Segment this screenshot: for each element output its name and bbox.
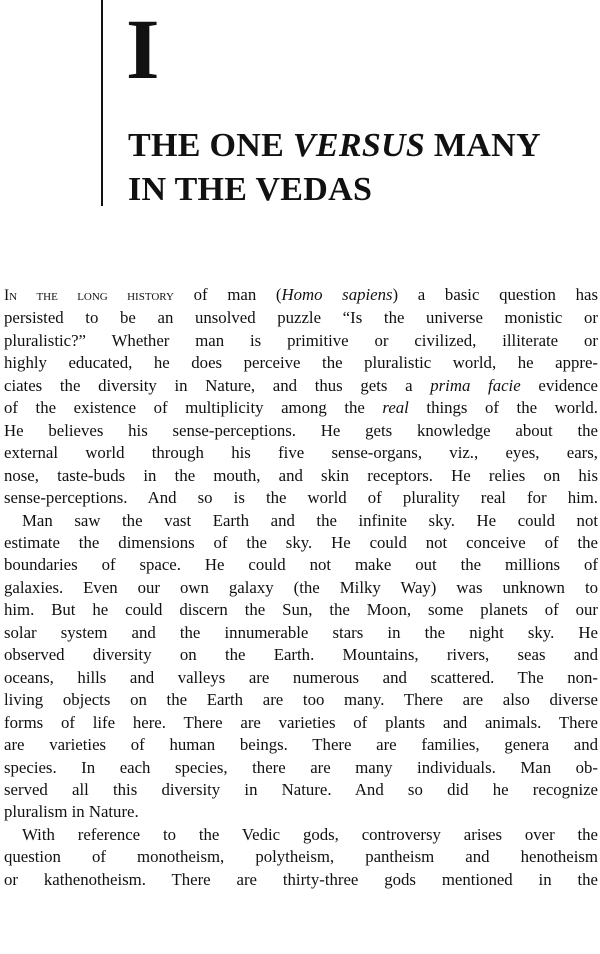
text-line: living objects on the Earth are too many. There are also diverse (4, 690, 598, 710)
text-line: observed diversity on the Earth. Mountains, rivers, seas and (4, 645, 598, 665)
text-line: species. In each species, there are many individuals. Man ob- (4, 757, 598, 777)
text-line: With reference to the Vedic gods, controversy arises over the (22, 824, 598, 844)
body-text (4, 284, 598, 891)
text-line: oceans, hills and valleys are numerous and scattered. The non- (4, 667, 598, 687)
text-line: galaxies. Even our own galaxy (the Milky Way) was unknown to (4, 577, 598, 597)
text-line: question of monotheism, polytheism, pantheism and henotheism (4, 847, 598, 867)
text-line: external world through his five sense-organs, viz., eyes, ears, (4, 443, 598, 463)
text-line: persisted to be an unsolved puzzle “Is the universe monistic or (4, 308, 598, 328)
chapter-title-italic-word: VERSUS (292, 127, 426, 164)
chapter-title-line-2: IN THE VEDAS (128, 171, 373, 208)
chapter-divider-rule (101, 0, 103, 206)
text-line: served all this diversity in Nature. And so did he recognize (4, 779, 598, 799)
text-line: boundaries of space. He could not make out the millions of (4, 555, 598, 575)
text-line: He believes his sense-perceptions. He gets knowledge about the (4, 420, 598, 440)
paragraph-3 (4, 824, 598, 891)
text-line: pluralistic?” Whether man is primitive or civilized, illiterate or (4, 330, 598, 350)
chapter-title (128, 124, 541, 212)
text-line: nose, taste-buds in the mouth, and skin receptors. He relies on his (4, 465, 598, 485)
text-line: pluralism in Nature. (4, 802, 139, 822)
paragraph-1 (4, 284, 598, 510)
text-line: him. But he could discern the Sun, the Moon, some planets of our (4, 600, 598, 620)
text-line: ciates the diversity in Nature, and thus gets a prima facie evidence (4, 375, 598, 395)
text-line: are varieties of human beings. There are families, genera and (4, 735, 598, 755)
text-line: or kathenotheism. There are thirty-three gods mentioned in the (4, 869, 598, 889)
text-line: highly educated, he does perceive the pluralistic world, he appre- (4, 353, 598, 373)
chapter-number: I (126, 1, 160, 97)
chapter-title-line-1: THE ONE VERSUS MANY (128, 127, 541, 164)
text-line: sense-perceptions. And so is the world of plurality real for him. (4, 488, 598, 508)
text-line: estimate the dimensions of the sky. He could not conceive of the (4, 532, 598, 552)
text-line: In the long history of man (Homo sapiens) a basic question has (4, 285, 598, 304)
text-line: forms of life here. There are varieties of plants and animals. There (4, 712, 598, 732)
text-line: solar system and the innumerable stars in the night sky. He (4, 622, 598, 642)
text-line: of the existence of multiplicity among the real things of the world. (4, 398, 598, 418)
text-line: Man saw the vast Earth and the infinite sky. He could not (22, 510, 598, 530)
paragraph-2 (4, 510, 598, 824)
